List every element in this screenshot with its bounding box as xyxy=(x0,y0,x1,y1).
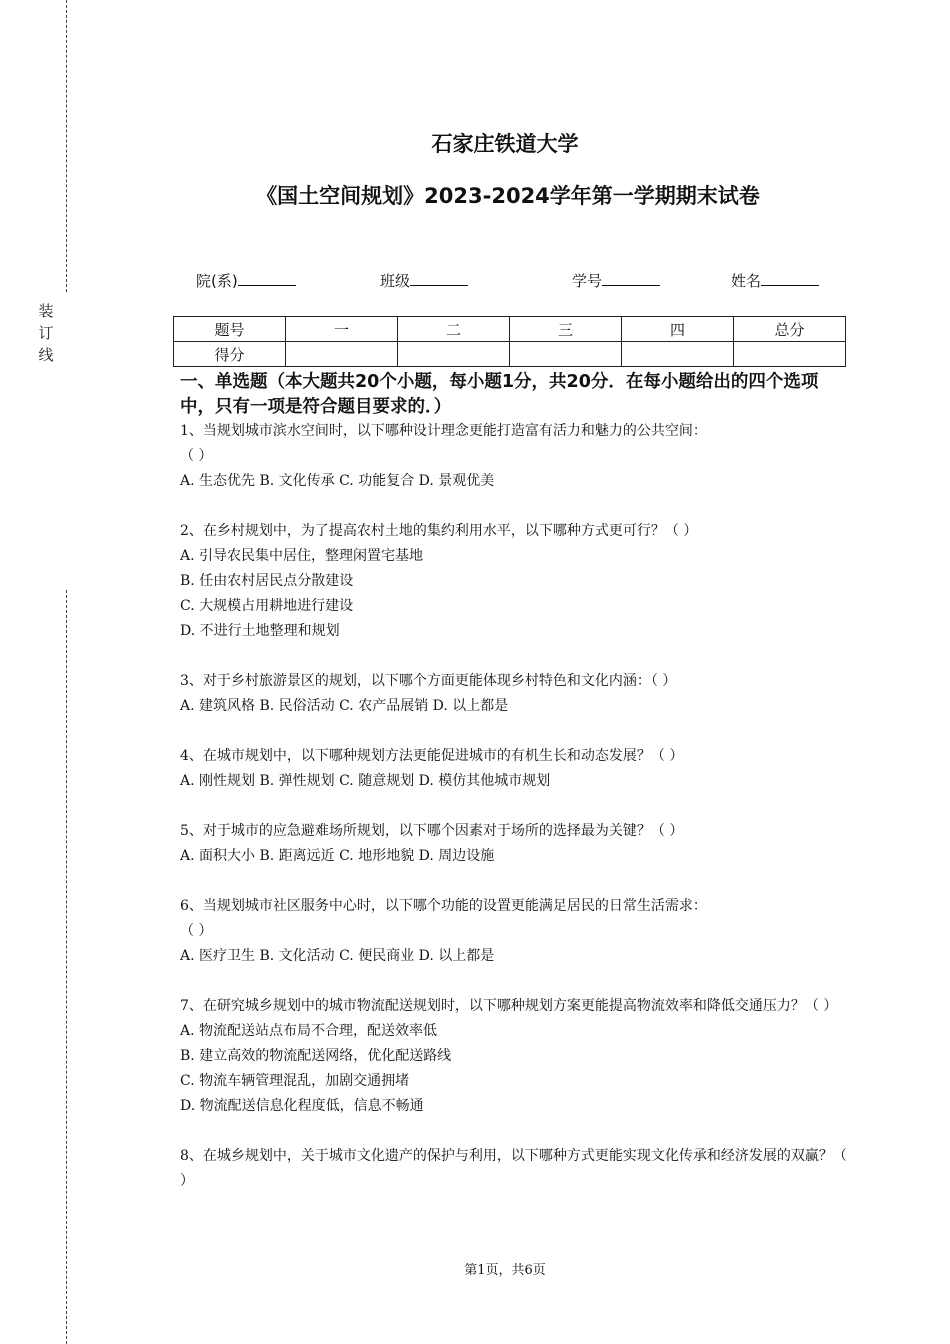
question-line: C. 物流车辆管理混乱，加剧交通拥堵 xyxy=(180,1073,410,1089)
score-table-cell: 一 xyxy=(286,317,398,342)
field-department[interactable] xyxy=(196,270,296,291)
question-line: A. 引导农民集中居住，整理闲置宅基地 xyxy=(180,548,424,564)
question-line: 3、对于乡村旅游景区的规划，以下哪个方面更能体现乡村特色和文化内涵：（ ） xyxy=(180,673,677,689)
question-6 xyxy=(180,894,852,969)
exam-title: 《国土空间规划》2023-2024学年第一学期期末试卷 xyxy=(256,184,760,208)
binding-label xyxy=(36,300,56,366)
question-line: A. 刚性规划 B. 弹性规划 C. 随意规划 D. 模仿其他城市规划 xyxy=(180,773,551,789)
score-input-cell[interactable] xyxy=(286,342,398,367)
field-label: 院(系) xyxy=(196,272,238,290)
question-7 xyxy=(180,994,852,1119)
score-table-cell: 二 xyxy=(398,317,510,342)
score-input-cell[interactable] xyxy=(510,342,622,367)
field-label: 学号 xyxy=(572,272,603,290)
question-line: B. 建立高效的物流配送网络，优化配送路线 xyxy=(180,1048,452,1064)
field-label: 班级 xyxy=(380,272,411,290)
field-student-id[interactable] xyxy=(572,270,660,291)
field-label: 姓名 xyxy=(731,272,762,290)
question-5 xyxy=(180,819,852,869)
question-line: B. 任由农村居民点分散建设 xyxy=(180,573,354,589)
question-line: 4、在城市规划中，以下哪种规划方法更能促进城市的有机生长和动态发展？（ ） xyxy=(180,748,684,764)
question-line: 8、在城乡规划中，关于城市文化遗产的保护与利用，以下哪种方式更能实现文化传承和经济发展的双赢？（ ） xyxy=(180,1148,847,1189)
score-table-cell: 四 xyxy=(622,317,734,342)
section-heading: 一、单选题（本大题共20个小题，每小题1分，共20分．在每小题给出的四个选项中，只有一项是符合题目要求的．） xyxy=(180,372,819,417)
binding-char: 装 xyxy=(38,302,54,320)
score-table-cell: 得分 xyxy=(174,342,286,367)
field-name[interactable] xyxy=(731,270,819,291)
question-line: （ ） xyxy=(180,923,213,939)
question-1 xyxy=(180,419,852,494)
binding-dashed-line-bottom xyxy=(66,590,67,1344)
school-name: 石家庄铁道大学 xyxy=(431,132,579,156)
question-8 xyxy=(180,1144,852,1194)
blank-line[interactable] xyxy=(238,270,296,286)
question-line: A. 医疗卫生 B. 文化活动 C. 便民商业 D. 以上都是 xyxy=(180,948,495,964)
score-table-cell: 三 xyxy=(510,317,622,342)
question-line: C. 大规模占用耕地进行建设 xyxy=(180,598,354,614)
question-line: 2、在乡村规划中，为了提高农村土地的集约利用水平，以下哪种方式更可行？（ ） xyxy=(180,523,698,539)
score-table-score-row xyxy=(174,342,846,367)
blank-line[interactable] xyxy=(761,270,819,286)
question-2 xyxy=(180,519,852,644)
question-line: 5、对于城市的应急避难场所规划，以下哪个因素对于场所的选择最为关键？（ ） xyxy=(180,823,684,839)
blank-line[interactable] xyxy=(410,270,468,286)
question-line: （ ） xyxy=(180,448,213,464)
blank-line[interactable] xyxy=(602,270,660,286)
question-line: 6、当规划城市社区服务中心时，以下哪个功能的设置更能满足居民的日常生活需求： xyxy=(180,898,707,914)
question-list xyxy=(180,419,852,1219)
page-number: 第1页，共6页 xyxy=(464,1263,546,1278)
score-table xyxy=(173,316,846,367)
binding-char: 线 xyxy=(38,346,54,364)
score-input-cell[interactable] xyxy=(622,342,734,367)
question-line: A. 面积大小 B. 距离远近 C. 地形地貌 D. 周边设施 xyxy=(180,848,495,864)
question-line: 1、当规划城市滨水空间时，以下哪种设计理念更能打造富有活力和魅力的公共空间： xyxy=(180,423,707,439)
question-line: D. 不进行土地整理和规划 xyxy=(180,623,340,639)
field-class[interactable] xyxy=(380,270,468,291)
score-table-header-row xyxy=(174,317,846,342)
question-line: A. 建筑风格 B. 民俗活动 C. 农产品展销 D. 以上都是 xyxy=(180,698,509,714)
binding-char: 订 xyxy=(38,324,54,342)
score-table-cell: 题号 xyxy=(174,317,286,342)
score-table-cell: 总分 xyxy=(734,317,846,342)
score-input-cell[interactable] xyxy=(398,342,510,367)
question-line: D. 物流配送信息化程度低，信息不畅通 xyxy=(180,1098,424,1114)
question-line: 7、在研究城乡规划中的城市物流配送规划时，以下哪种规划方案更能提高物流效率和降低交通压力？（ ） xyxy=(180,998,838,1014)
question-line: A. 物流配送站点布局不合理，配送效率低 xyxy=(180,1023,438,1039)
score-input-cell[interactable] xyxy=(734,342,846,367)
question-line: A. 生态优先 B. 文化传承 C. 功能复合 D. 景观优美 xyxy=(180,473,495,489)
question-3 xyxy=(180,669,852,719)
question-4 xyxy=(180,744,852,794)
